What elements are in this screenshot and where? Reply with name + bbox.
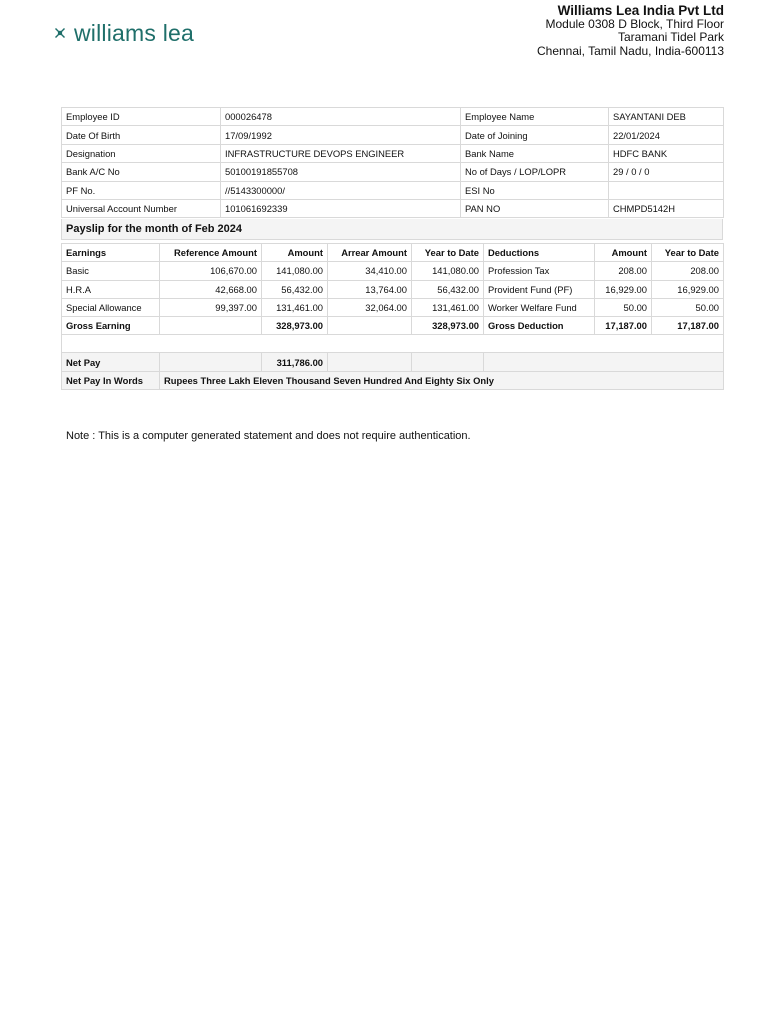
column-header: Amount xyxy=(595,244,652,262)
payslip-title: Payslip for the month of Feb 2024 xyxy=(61,219,723,240)
logo-text: williams lea xyxy=(74,19,194,46)
column-header: Reference Amount xyxy=(160,244,262,262)
net-pay-row xyxy=(62,353,724,371)
amount: 141,080.00 xyxy=(262,262,328,280)
deduction-amount: 50.00 xyxy=(595,298,652,316)
net-pay-words-label: Net Pay In Words xyxy=(62,371,160,389)
deduction-name: Profession Tax xyxy=(484,262,595,280)
net-pay-words-value: Rupees Three Lakh Eleven Thousand Seven Hundred And Eighty Six Only xyxy=(160,371,724,389)
address-line-1: Module 0308 D Block, Third Floor xyxy=(545,16,724,31)
header-row xyxy=(62,244,724,262)
empty-cell xyxy=(160,317,262,335)
value-cell: 17/09/1992 xyxy=(221,126,461,144)
table-row xyxy=(62,262,724,280)
amount: 131,461.00 xyxy=(262,298,328,316)
arrear-amount: 13,764.00 xyxy=(328,280,412,298)
earning-name: H.R.A xyxy=(62,280,160,298)
company-address-block xyxy=(537,4,724,58)
empty-cell xyxy=(328,353,412,371)
deduction-ytd: 208.00 xyxy=(652,262,724,280)
table-row xyxy=(62,181,724,199)
arrear-amount: 32,064.00 xyxy=(328,298,412,316)
column-header: Amount xyxy=(262,244,328,262)
table-row xyxy=(62,108,724,126)
empty-cell xyxy=(160,353,262,371)
label-cell: Date Of Birth xyxy=(62,126,221,144)
earnings-deductions-table xyxy=(61,243,724,390)
label-cell: PAN NO xyxy=(461,199,609,217)
deduction-amount: 16,929.00 xyxy=(595,280,652,298)
year-to-date: 56,432.00 xyxy=(412,280,484,298)
table-row xyxy=(62,280,724,298)
column-header: Arrear Amount xyxy=(328,244,412,262)
gross-deduction-ytd: 17,187.00 xyxy=(652,317,724,335)
authentication-note: Note : This is a computer generated statement and does not require authentication. xyxy=(66,430,471,442)
arrear-amount: 34,410.00 xyxy=(328,262,412,280)
williams-lea-logo-icon xyxy=(52,25,68,41)
gross-deduction-amount: 17,187.00 xyxy=(595,317,652,335)
table-row xyxy=(62,199,724,217)
label-cell: Employee Name xyxy=(461,108,609,126)
deduction-name: Provident Fund (PF) xyxy=(484,280,595,298)
net-pay-words-row xyxy=(62,371,724,389)
company-name: Williams Lea India Pvt Ltd xyxy=(557,3,724,18)
table-row xyxy=(62,126,724,144)
label-cell: Employee ID xyxy=(62,108,221,126)
deduction-ytd: 16,929.00 xyxy=(652,280,724,298)
value-cell: 29 / 0 / 0 xyxy=(609,163,724,181)
year-to-date: 131,461.00 xyxy=(412,298,484,316)
label-cell: Designation xyxy=(62,144,221,162)
gross-earning-ytd: 328,973.00 xyxy=(412,317,484,335)
value-cell: 50100191855708 xyxy=(221,163,461,181)
empty-cell xyxy=(484,353,724,371)
gross-earning-label: Gross Earning xyxy=(62,317,160,335)
net-pay-value: 311,786.00 xyxy=(262,353,328,371)
reference-amount: 42,668.00 xyxy=(160,280,262,298)
column-header: Deductions xyxy=(484,244,595,262)
label-cell: Universal Account Number xyxy=(62,199,221,217)
net-pay-label: Net Pay xyxy=(62,353,160,371)
table-row xyxy=(62,163,724,181)
amount: 56,432.00 xyxy=(262,280,328,298)
value-cell: 101061692339 xyxy=(221,199,461,217)
label-cell: Bank A/C No xyxy=(62,163,221,181)
value-cell: 22/01/2024 xyxy=(609,126,724,144)
value-cell: SAYANTANI DEB xyxy=(609,108,724,126)
earning-name: Basic xyxy=(62,262,160,280)
table-row xyxy=(62,298,724,316)
gross-earning-amount: 328,973.00 xyxy=(262,317,328,335)
column-header: Year to Date xyxy=(652,244,724,262)
empty-cell xyxy=(412,353,484,371)
spacer-cell xyxy=(62,335,724,353)
deduction-amount: 208.00 xyxy=(595,262,652,280)
column-header: Year to Date xyxy=(412,244,484,262)
column-header: Earnings xyxy=(62,244,160,262)
table-row xyxy=(62,144,724,162)
gross-deduction-label: Gross Deduction xyxy=(484,317,595,335)
value-cell xyxy=(609,181,724,199)
value-cell: 000026478 xyxy=(221,108,461,126)
company-logo xyxy=(52,18,194,48)
address-line-3: Chennai, Tamil Nadu, India-600113 xyxy=(536,43,724,58)
label-cell: PF No. xyxy=(62,181,221,199)
totals-row xyxy=(62,317,724,335)
deduction-name: Worker Welfare Fund xyxy=(484,298,595,316)
value-cell: HDFC BANK xyxy=(609,144,724,162)
value-cell: CHMPD5142H xyxy=(609,199,724,217)
spacer-row xyxy=(62,335,724,353)
employee-info-table xyxy=(61,107,724,218)
label-cell: ESI No xyxy=(461,181,609,199)
value-cell: //5143300000/ xyxy=(221,181,461,199)
label-cell: Bank Name xyxy=(461,144,609,162)
reference-amount: 106,670.00 xyxy=(160,262,262,280)
reference-amount: 99,397.00 xyxy=(160,298,262,316)
label-cell: No of Days / LOP/LOPR xyxy=(461,163,609,181)
value-cell: INFRASTRUCTURE DEVOPS ENGINEER xyxy=(221,144,461,162)
address-line-2: Taramani Tidel Park xyxy=(617,30,724,45)
year-to-date: 141,080.00 xyxy=(412,262,484,280)
deduction-ytd: 50.00 xyxy=(652,298,724,316)
label-cell: Date of Joining xyxy=(461,126,609,144)
empty-cell xyxy=(328,317,412,335)
earning-name: Special Allowance xyxy=(62,298,160,316)
